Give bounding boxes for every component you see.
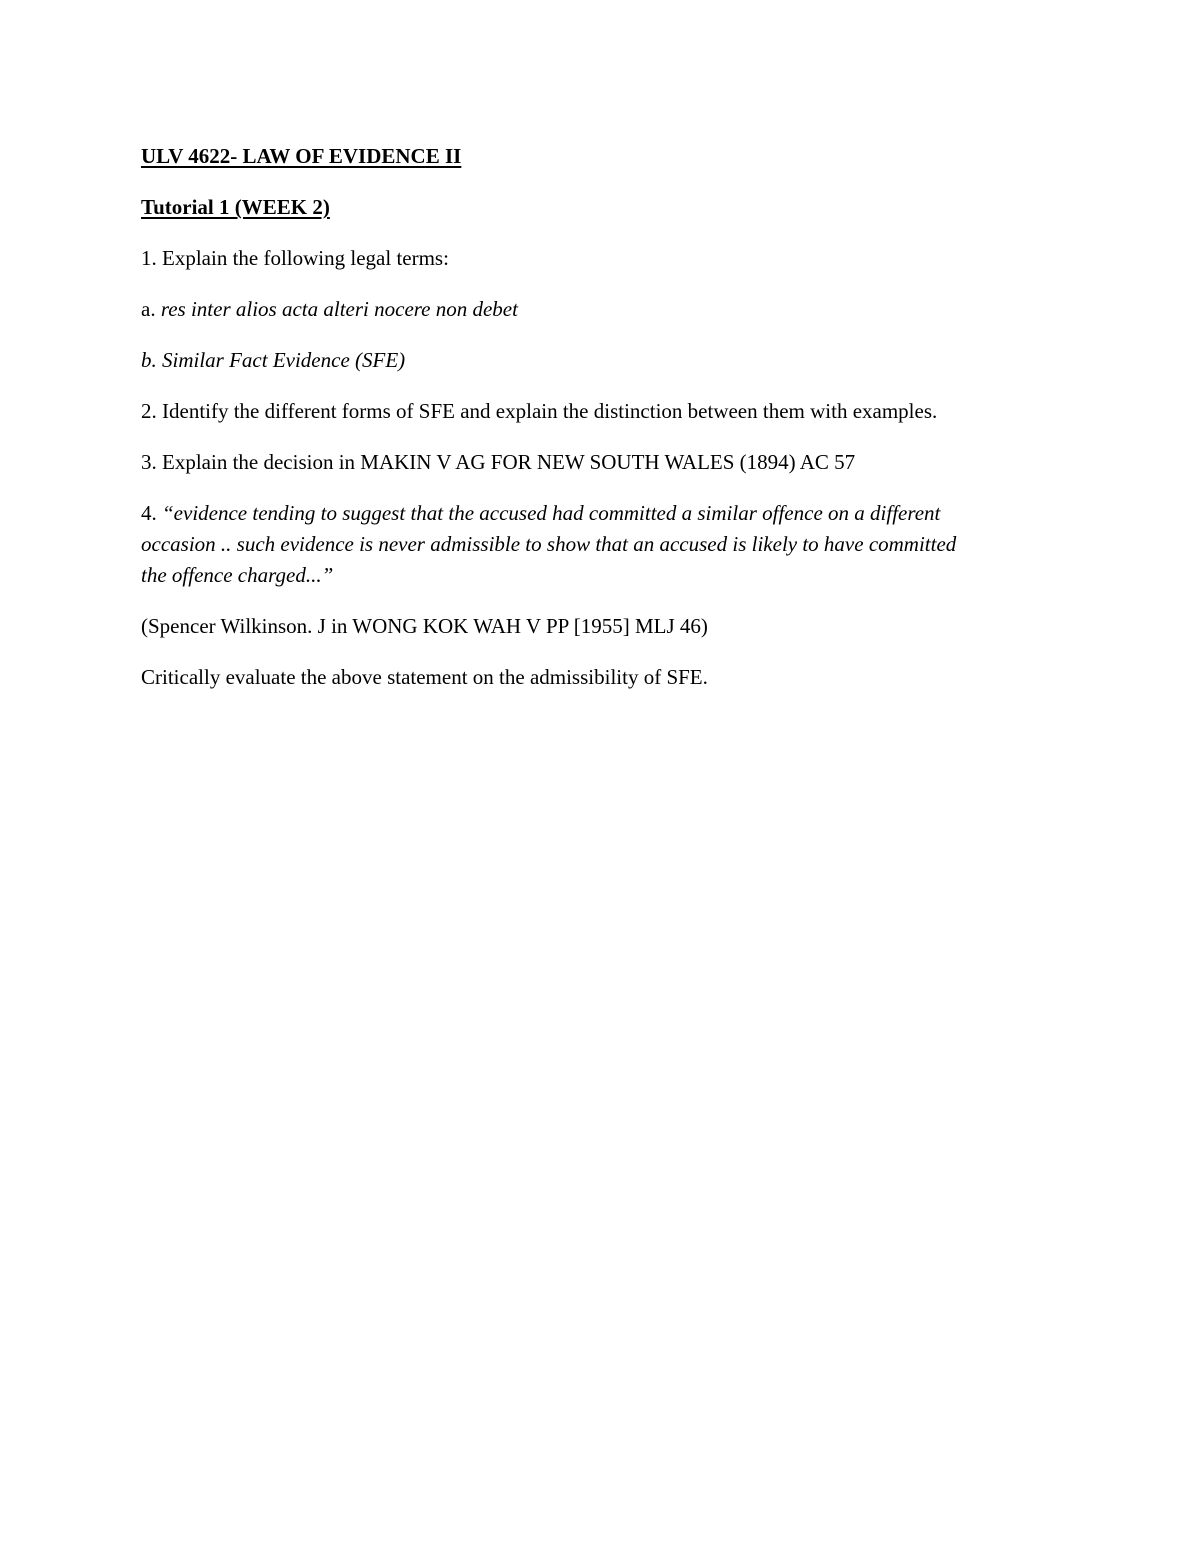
question-4-quote-line: the offence charged...” xyxy=(141,563,334,587)
question-4-quote-line: “evidence tending to suggest that the accused had committed a similar offence on a different xyxy=(162,501,941,525)
question-4-line-1 xyxy=(141,498,1081,529)
question-4-quote-line: occasion .. such evidence is never admissible to show that an accused is likely to have committed xyxy=(141,532,957,556)
question-2: 2. Identify the different forms of SFE and explain the distinction between them with examples. xyxy=(141,399,938,423)
instruction: Critically evaluate the above statement on the admissibility of SFE. xyxy=(141,665,708,689)
question-1b: b. Similar Fact Evidence (SFE) xyxy=(141,348,406,372)
case-citation: (Spencer Wilkinson. J in WONG KOK WAH V PP [1955] MLJ 46) xyxy=(141,614,708,638)
question-4-prefix: 4. xyxy=(141,501,162,525)
course-title: ULV 4622- LAW OF EVIDENCE II xyxy=(141,144,462,168)
question-3: 3. Explain the decision in MAKIN V AG FOR NEW SOUTH WALES (1894) AC 57 xyxy=(141,450,856,474)
question-1a xyxy=(141,294,1081,325)
question-1a-term: res inter alios acta alteri nocere non debet xyxy=(160,297,518,321)
question-1: 1. Explain the following legal terms: xyxy=(141,246,449,270)
document-body xyxy=(141,141,1081,713)
question-1a-prefix: a. xyxy=(141,297,161,321)
question-4 xyxy=(141,498,1081,591)
tutorial-heading: Tutorial 1 (WEEK 2) xyxy=(141,195,330,219)
